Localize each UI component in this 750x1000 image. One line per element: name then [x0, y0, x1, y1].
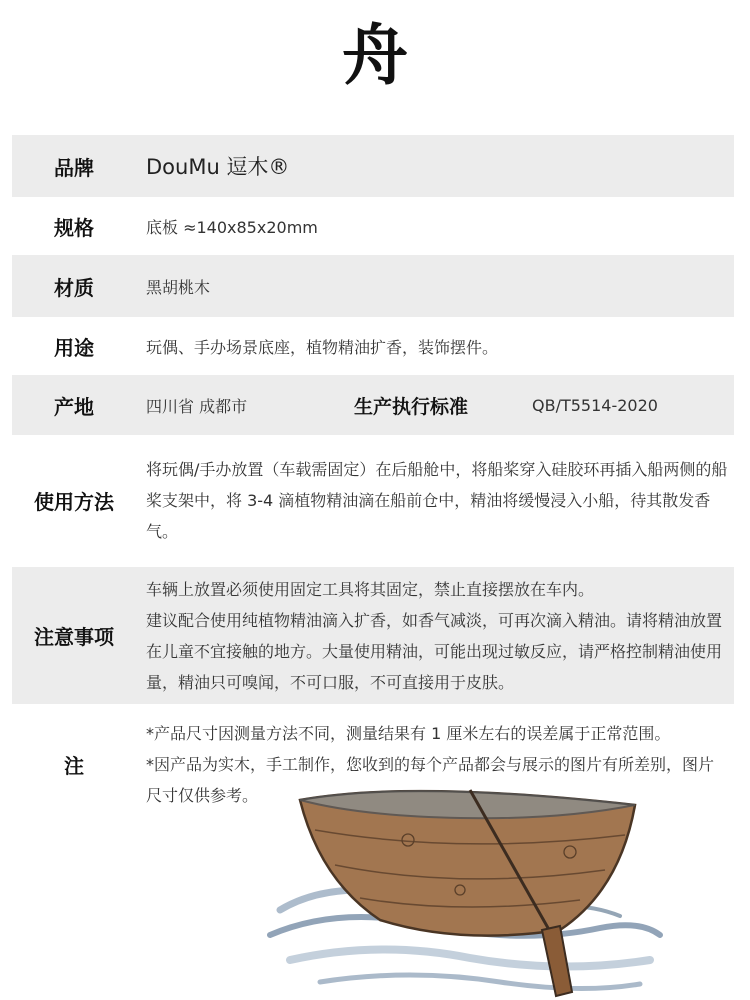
material-value: 黑胡桃木: [146, 277, 211, 297]
material-label: 材质: [54, 275, 94, 300]
caution-label: 注意事项: [34, 625, 114, 649]
origin-label: 产地: [54, 394, 94, 419]
usage-value: 玩偶、手办场景底座，植物精油扩香，装饰摆件。: [146, 337, 499, 357]
spec-row-material: [12, 255, 734, 317]
origin-value: 四川省 成都市: [146, 396, 248, 416]
spec-row-caution: [12, 567, 734, 704]
spec-row-origin: [12, 375, 734, 435]
boat-hull: [300, 791, 635, 936]
caution-line: 建议配合使用纯植物精油滴入扩香，如香气减淡，可再次滴入精油。请将精油放置在儿童不宜接触的地方。大量使用精油，可能出现过敏反应，请严格控制精油使用量，精油只可嗅闻，不可口服，不可直接用于皮肤。: [146, 610, 723, 692]
brand-value: DouMu 逗木®: [146, 155, 290, 179]
spec-row-usage: [12, 317, 734, 375]
caution-line: 车辆上放置必须使用固定工具将其固定，禁止直接摆放在车内。: [146, 579, 595, 599]
usage-label: 用途: [54, 335, 94, 360]
brand-label: 品牌: [54, 155, 94, 180]
note-label: 注: [64, 753, 84, 778]
size-label: 规格: [54, 215, 94, 240]
note-text: [136, 718, 734, 811]
method-label: 使用方法: [34, 489, 114, 514]
spec-row-brand: [12, 135, 734, 197]
spec-row-size: [12, 197, 734, 255]
spec-row-method: [12, 445, 734, 555]
spec-row-note: [12, 716, 734, 812]
standard-value: QB/T5514-2020: [532, 395, 658, 415]
method-value: 将玩偶/手办放置（车载需固定）在后船舱中，将船桨穿入硅胶环再插入船两侧的船桨支架中，将 3-4 滴植物精油滴在船前仓中，精油将缓慢浸入小船，待其散发香气。: [146, 459, 728, 541]
page-title: 舟: [342, 16, 408, 94]
note-line: *因产品为实木，手工制作，您收到的每个产品都会与展示的图片有所差别，图片尺寸仅供参考。: [146, 754, 715, 805]
standard-label: 生产执行标准: [354, 395, 469, 418]
note-line: *产品尺寸因测量方法不同，测量结果有 1 厘米左右的误差属于正常范围。: [146, 723, 671, 743]
caution-text: [136, 574, 734, 698]
size-value: 底板 ≈140x85x20mm: [146, 217, 318, 237]
